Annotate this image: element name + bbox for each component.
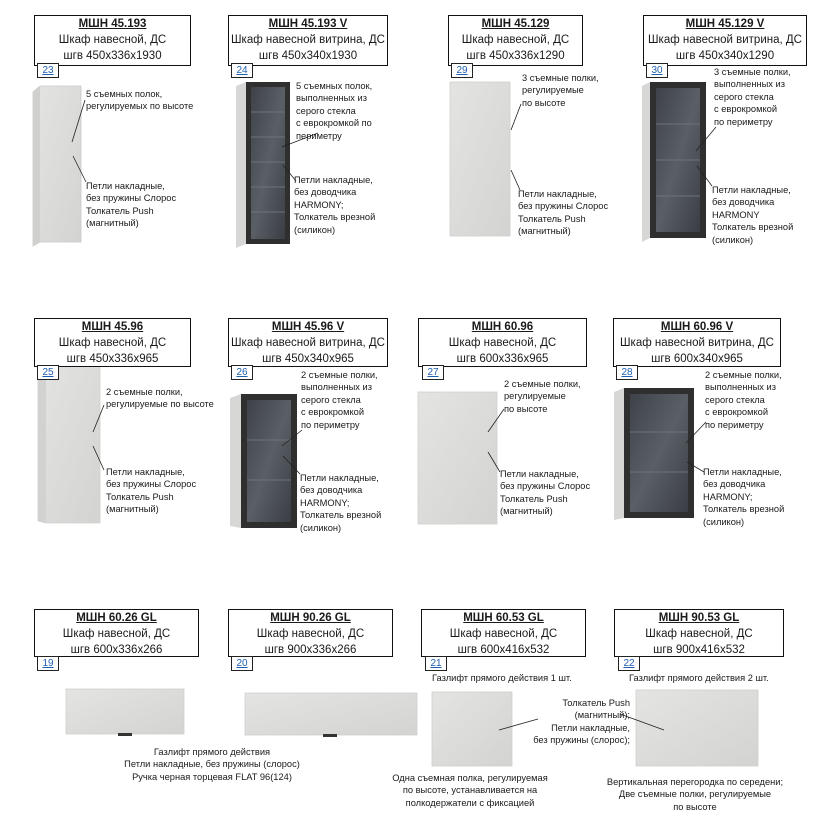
item-note-hinges: Петли накладные, без доводчика HARMONY Толкатель врезной (силикон) <box>712 185 794 245</box>
cabinet-19 <box>66 689 184 736</box>
item-code: МШН 45.96 <box>81 321 144 333</box>
item-name: Шкаф навесной, ДС <box>256 628 365 640</box>
item-name: Шкаф навесной витрина, ДС <box>648 34 802 46</box>
leader-line <box>511 170 520 190</box>
item-name: Шкаф навесной витрина, ДС <box>620 337 774 349</box>
item-dims: шгв 450х340х1930 <box>258 50 358 62</box>
item-header-25 <box>34 318 191 367</box>
item-header-24 <box>228 15 388 66</box>
item-header-20 <box>228 609 393 657</box>
item-header-27 <box>418 318 587 367</box>
item-note-shelves: 5 съемных полок, выполненных из серого стекла с еврокромкой по периметру <box>296 81 373 141</box>
item-name: Шкаф навесной, ДС <box>62 628 171 640</box>
item-number-link[interactable]: 21 <box>425 656 447 671</box>
item-note-shelves: 5 съемных полок, регулируемых по высоте <box>86 89 194 112</box>
item-header-28 <box>613 318 781 367</box>
item-header-21 <box>421 609 586 657</box>
item-dims: шгв 600х336х965 <box>456 353 549 365</box>
cabinet-27 <box>418 392 497 524</box>
item-name: Шкаф навесной, ДС <box>461 34 570 46</box>
item-header-23 <box>34 15 191 66</box>
item-dims: шгв 450х340х965 <box>262 353 354 365</box>
item-note-gaslift: Газлифт прямого действия 1 шт. <box>432 673 572 683</box>
item-dims: шгв 900х416х532 <box>653 644 745 656</box>
cabinet-25 <box>38 358 100 523</box>
item-name: Шкаф навесной, ДС <box>645 628 753 640</box>
item-name: Шкаф навесной, ДС <box>448 337 557 349</box>
item-note-fittings: Газлифт прямого действия Петли накладные, без пружины (слорос) Ручка черная торцевая FLAT 96(124) <box>124 747 300 782</box>
item-note-shelves: 2 съемные полки, регулируемые по высоте <box>504 379 581 414</box>
item-number-link[interactable]: 29 <box>451 63 473 78</box>
item-name: Шкаф навесной, ДС <box>449 628 558 640</box>
item-note-shelves: 3 съемные полки, выполненных из серого стекла с еврокромкой по периметру <box>714 67 791 127</box>
item-name: Шкаф навесной, ДС <box>58 34 167 46</box>
item-note-hinges: Петли накладные, без пружины Слорос Толкатель Push (магнитный) <box>518 189 609 237</box>
item-number-link[interactable]: 30 <box>646 63 668 78</box>
item-code: МШН 90.26 GL <box>270 612 351 624</box>
item-note-shelves: 2 съемные полки, регулируемые по высоте <box>106 387 214 410</box>
item-note-fittings: Толкатель Push (магнитный); Петли накладные, без пружины (слорос); <box>533 698 630 746</box>
item-code: МШН 60.26 GL <box>76 612 157 624</box>
item-code: МШН 45.193 <box>78 18 147 30</box>
item-code: МШН 45.96 V <box>271 321 345 333</box>
item-number-link[interactable]: 28 <box>616 365 638 380</box>
cabinet-28 <box>614 388 694 520</box>
item-code: МШН 60.96 <box>471 321 534 333</box>
item-code: МШН 45.129 <box>481 18 550 30</box>
item-note-hinges: Петли накладные, без доводчика HARMONY; Толкатель врезной (силикон) <box>294 175 376 235</box>
item-code: МШН 45.193 V <box>268 18 348 30</box>
item-dims: шгв 900х336х266 <box>264 644 357 656</box>
item-dims: шгв 450х336х965 <box>66 353 159 365</box>
item-dims: шгв 450х336х1930 <box>63 50 162 62</box>
item-note-shelves: 2 съемные полки, выполненных из серого стекла с еврокромкой по периметру <box>301 370 378 430</box>
item-header-19 <box>34 609 199 657</box>
cabinet-22 <box>636 690 758 766</box>
item-note-shelves: 3 съемные полки, регулируемые по высоте <box>522 73 599 108</box>
item-name: Шкаф навесной, ДС <box>58 337 167 349</box>
item-dims: шгв 450х340х1290 <box>675 50 775 62</box>
cabinet-23 <box>33 86 81 246</box>
item-note-shelves: 2 съемные полки, выполненных из серого стекла с еврокромкой по периметру <box>705 370 782 430</box>
item-dims: шгв 600х340х965 <box>651 353 743 365</box>
item-code: МШН 60.96 V <box>660 321 734 333</box>
item-note-hinges: Петли накладные, без пружины Слорос Толкатель Push (магнитный) <box>500 469 591 517</box>
item-note-hinges: Петли накладные, без пружины Слорос Толкатель Push (магнитный) <box>86 181 177 229</box>
cabinet-30 <box>642 82 706 242</box>
cabinet-26 <box>230 394 297 528</box>
cabinet-20 <box>245 693 417 737</box>
item-code: МШН 90.53 GL <box>658 612 740 624</box>
item-number-link[interactable]: 24 <box>231 63 253 78</box>
item-header-26 <box>228 318 388 367</box>
item-dims: шгв 600х336х266 <box>70 644 163 656</box>
item-number-link[interactable]: 27 <box>422 365 444 380</box>
item-number-link[interactable]: 19 <box>37 656 59 671</box>
item-note-hinges: Петли накладные, без пружины Слорос Толкатель Push (магнитный) <box>106 467 197 515</box>
item-name: Шкаф навесной витрина, ДС <box>231 34 385 46</box>
leader-line <box>511 104 521 130</box>
item-note-gaslift: Газлифт прямого действия 2 шт. <box>629 673 769 683</box>
item-note-hinges: Петли накладные, без доводчика HARMONY; Толкатель врезной (силикон) <box>300 473 382 533</box>
item-name: Шкаф навесной витрина, ДС <box>231 337 385 349</box>
item-number-link[interactable]: 22 <box>618 656 640 671</box>
item-header-22 <box>614 609 784 657</box>
item-number-link[interactable]: 23 <box>37 63 59 78</box>
item-number-link[interactable]: 20 <box>231 656 253 671</box>
item-code: МШН 45.129 V <box>685 18 765 30</box>
cabinet-29 <box>450 82 510 236</box>
item-number-link[interactable]: 25 <box>37 365 59 380</box>
item-code: МШН 60.53 GL <box>463 612 544 624</box>
item-header-30 <box>643 15 807 66</box>
item-dims: шгв 450х336х1290 <box>466 50 565 62</box>
cabinet-24 <box>236 82 290 248</box>
item-note-partition: Вертикальная перегородка по середени; Две съемные полки, регулируемые по высоте <box>606 777 784 812</box>
item-number-link[interactable]: 26 <box>231 365 253 380</box>
item-note-hinges: Петли накладные, без доводчика HARMONY; Толкатель врезной (силикон) <box>703 467 785 527</box>
item-header-29 <box>448 15 583 66</box>
item-dims: шгв 600х416х532 <box>457 644 550 656</box>
item-note-shelf: Одна съемная полка, регулируемая по высоте, устанавливается на полкодержатели с фиксацией <box>392 773 548 808</box>
cabinet-21 <box>432 692 512 766</box>
